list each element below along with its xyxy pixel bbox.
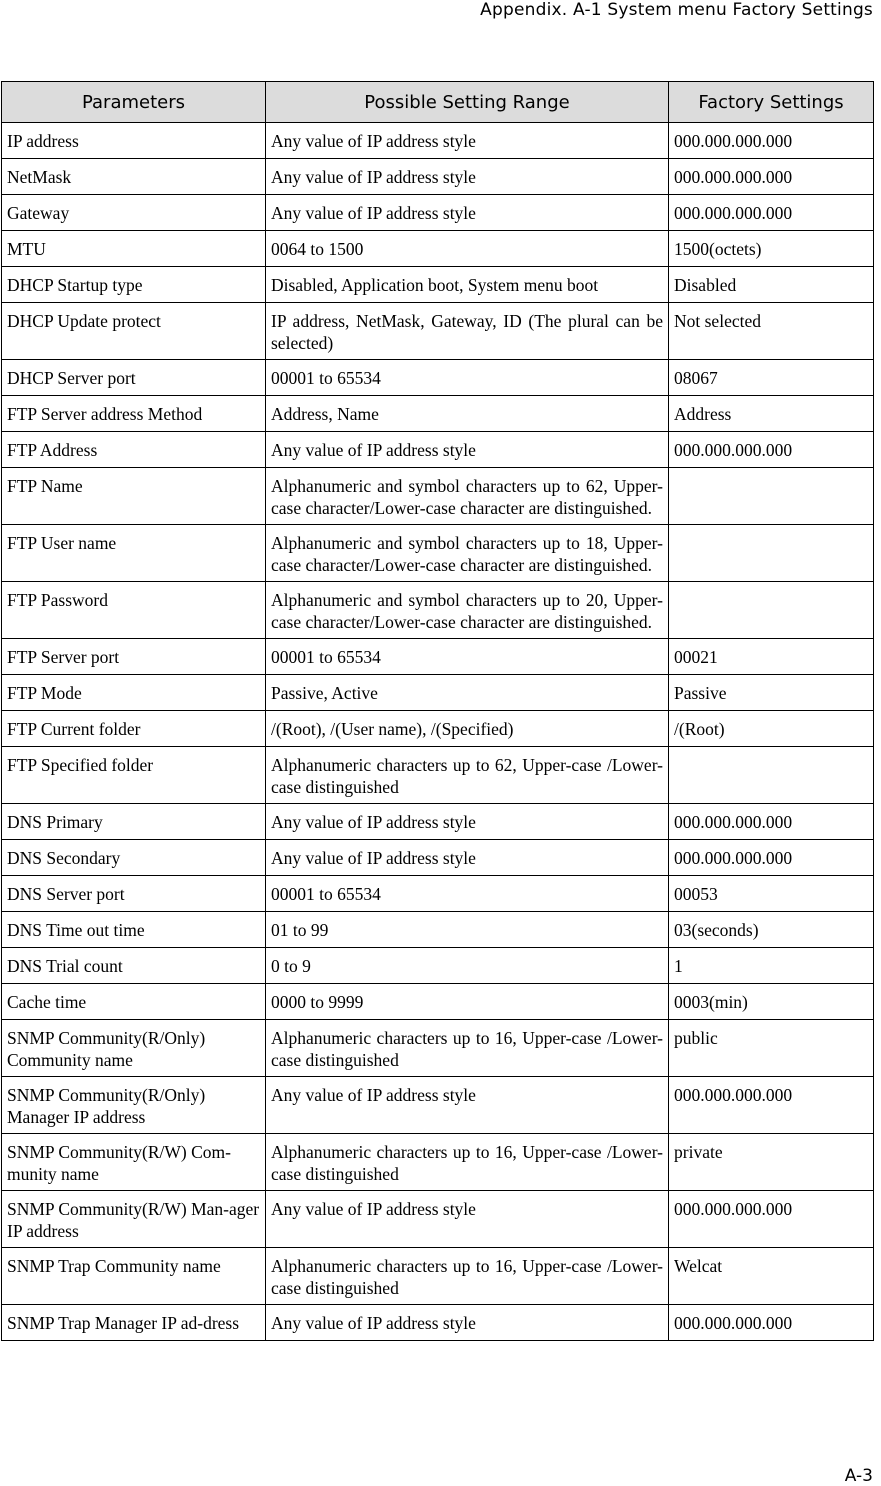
factory-setting-cell: 000.000.000.000	[669, 1191, 874, 1248]
factory-setting-cell: 08067	[669, 360, 874, 396]
table-row	[2, 948, 874, 984]
factory-setting-cell: Not selected	[669, 303, 874, 360]
parameter-cell: FTP Password	[2, 582, 266, 639]
factory-setting-cell: private	[669, 1134, 874, 1191]
range-cell: Any value of IP address style	[266, 804, 669, 840]
parameter-cell: IP address	[2, 123, 266, 159]
parameter-cell: FTP Name	[2, 468, 266, 525]
table-row	[2, 267, 874, 303]
table-row	[2, 396, 874, 432]
table-header-row	[2, 82, 874, 123]
range-cell: /(Root), /(User name), /(Specified)	[266, 711, 669, 747]
table-row	[2, 1248, 874, 1305]
table-row	[2, 675, 874, 711]
parameter-cell: DNS Trial count	[2, 948, 266, 984]
table-row	[2, 360, 874, 396]
table-row	[2, 984, 874, 1020]
parameter-cell: FTP Server port	[2, 639, 266, 675]
factory-setting-cell: Welcat	[669, 1248, 874, 1305]
parameter-cell: FTP Specified folder	[2, 747, 266, 804]
table-row	[2, 582, 874, 639]
parameter-cell: FTP User name	[2, 525, 266, 582]
parameter-cell: SNMP Trap Manager IP ad-dress	[2, 1305, 266, 1341]
range-cell: Alphanumeric characters up to 62, Upper-case /Lower-case distinguished	[266, 747, 669, 804]
table-row	[2, 468, 874, 525]
table-row	[2, 912, 874, 948]
factory-setting-cell: 000.000.000.000	[669, 195, 874, 231]
parameter-cell: SNMP Community(R/Only) Community name	[2, 1020, 266, 1077]
factory-setting-cell: 1500(octets)	[669, 231, 874, 267]
factory-setting-cell: Passive	[669, 675, 874, 711]
range-cell: Any value of IP address style	[266, 1191, 669, 1248]
table-row	[2, 231, 874, 267]
range-cell: 01 to 99	[266, 912, 669, 948]
range-cell: Any value of IP address style	[266, 840, 669, 876]
factory-setting-cell: 000.000.000.000	[669, 804, 874, 840]
parameter-cell: DNS Time out time	[2, 912, 266, 948]
range-cell: Passive, Active	[266, 675, 669, 711]
factory-setting-cell: Disabled	[669, 267, 874, 303]
range-cell: Any value of IP address style	[266, 195, 669, 231]
range-cell: Any value of IP address style	[266, 159, 669, 195]
range-cell: 0 to 9	[266, 948, 669, 984]
range-cell: Any value of IP address style	[266, 432, 669, 468]
range-cell: 00001 to 65534	[266, 876, 669, 912]
factory-setting-cell: 000.000.000.000	[669, 123, 874, 159]
parameter-cell: DHCP Startup type	[2, 267, 266, 303]
parameter-cell: FTP Server address Method	[2, 396, 266, 432]
factory-setting-cell: 0003(min)	[669, 984, 874, 1020]
column-header-range: Possible Setting Range	[266, 82, 669, 123]
table-row	[2, 1305, 874, 1341]
factory-setting-cell: /(Root)	[669, 711, 874, 747]
table-row	[2, 303, 874, 360]
parameter-cell: FTP Mode	[2, 675, 266, 711]
parameter-cell: SNMP Community(R/W) Com-munity name	[2, 1134, 266, 1191]
table-row	[2, 747, 874, 804]
page-number: A-3	[844, 1466, 873, 1486]
factory-setting-cell	[669, 747, 874, 804]
factory-setting-cell	[669, 468, 874, 525]
range-cell: 00001 to 65534	[266, 360, 669, 396]
factory-setting-cell: 000.000.000.000	[669, 840, 874, 876]
range-cell: IP address, NetMask, Gateway, ID (The plural can be selected)	[266, 303, 669, 360]
parameter-cell: Cache time	[2, 984, 266, 1020]
factory-setting-cell: 000.000.000.000	[669, 432, 874, 468]
parameter-cell: FTP Address	[2, 432, 266, 468]
table-row	[2, 159, 874, 195]
range-cell: Any value of IP address style	[266, 123, 669, 159]
range-cell: Disabled, Application boot, System menu boot	[266, 267, 669, 303]
table-row	[2, 195, 874, 231]
table-row	[2, 840, 874, 876]
column-header-parameters: Parameters	[2, 82, 266, 123]
table-row	[2, 639, 874, 675]
table-row	[2, 711, 874, 747]
table-row	[2, 876, 874, 912]
parameter-cell: MTU	[2, 231, 266, 267]
running-head: Appendix. A-1 System menu Factory Settings	[480, 0, 873, 20]
parameter-cell: NetMask	[2, 159, 266, 195]
range-cell: Alphanumeric and symbol characters up to 18, Upper-case character/Lower-case character are distinguished.	[266, 525, 669, 582]
range-cell: Alphanumeric and symbol characters up to 20, Upper-case character/Lower-case character are distinguished.	[266, 582, 669, 639]
range-cell: Any value of IP address style	[266, 1077, 669, 1134]
parameter-cell: DHCP Update protect	[2, 303, 266, 360]
parameter-cell: DNS Primary	[2, 804, 266, 840]
table-row	[2, 1020, 874, 1077]
factory-setting-cell: 000.000.000.000	[669, 159, 874, 195]
factory-setting-cell: 00053	[669, 876, 874, 912]
table-row	[2, 525, 874, 582]
parameter-cell: SNMP Community(R/W) Man-ager IP address	[2, 1191, 266, 1248]
table-row	[2, 1134, 874, 1191]
factory-setting-cell: 000.000.000.000	[669, 1305, 874, 1341]
factory-setting-cell	[669, 582, 874, 639]
range-cell: Alphanumeric and symbol characters up to 62, Upper-case character/Lower-case character are distinguished.	[266, 468, 669, 525]
range-cell: Alphanumeric characters up to 16, Upper-case /Lower-case distinguished	[266, 1248, 669, 1305]
factory-setting-cell: Address	[669, 396, 874, 432]
parameter-cell: DNS Server port	[2, 876, 266, 912]
factory-setting-cell: 03(seconds)	[669, 912, 874, 948]
range-cell: Alphanumeric characters up to 16, Upper-case /Lower-case distinguished	[266, 1134, 669, 1191]
column-header-factory: Factory Settings	[669, 82, 874, 123]
factory-setting-cell	[669, 525, 874, 582]
parameter-cell: FTP Current folder	[2, 711, 266, 747]
table-row	[2, 1077, 874, 1134]
factory-setting-cell: 000.000.000.000	[669, 1077, 874, 1134]
parameter-cell: DNS Secondary	[2, 840, 266, 876]
range-cell: 0064 to 1500	[266, 231, 669, 267]
range-cell: Any value of IP address style	[266, 1305, 669, 1341]
parameter-cell: SNMP Trap Community name	[2, 1248, 266, 1305]
table-row	[2, 1191, 874, 1248]
parameter-cell: Gateway	[2, 195, 266, 231]
parameter-cell: DHCP Server port	[2, 360, 266, 396]
range-cell: Alphanumeric characters up to 16, Upper-case /Lower-case distinguished	[266, 1020, 669, 1077]
factory-settings-table	[1, 81, 874, 1341]
table-row	[2, 123, 874, 159]
range-cell: Address, Name	[266, 396, 669, 432]
factory-setting-cell: 1	[669, 948, 874, 984]
factory-setting-cell: public	[669, 1020, 874, 1077]
table-row	[2, 432, 874, 468]
range-cell: 0000 to 9999	[266, 984, 669, 1020]
parameter-cell: SNMP Community(R/Only) Manager IP address	[2, 1077, 266, 1134]
range-cell: 00001 to 65534	[266, 639, 669, 675]
table-row	[2, 804, 874, 840]
factory-setting-cell: 00021	[669, 639, 874, 675]
